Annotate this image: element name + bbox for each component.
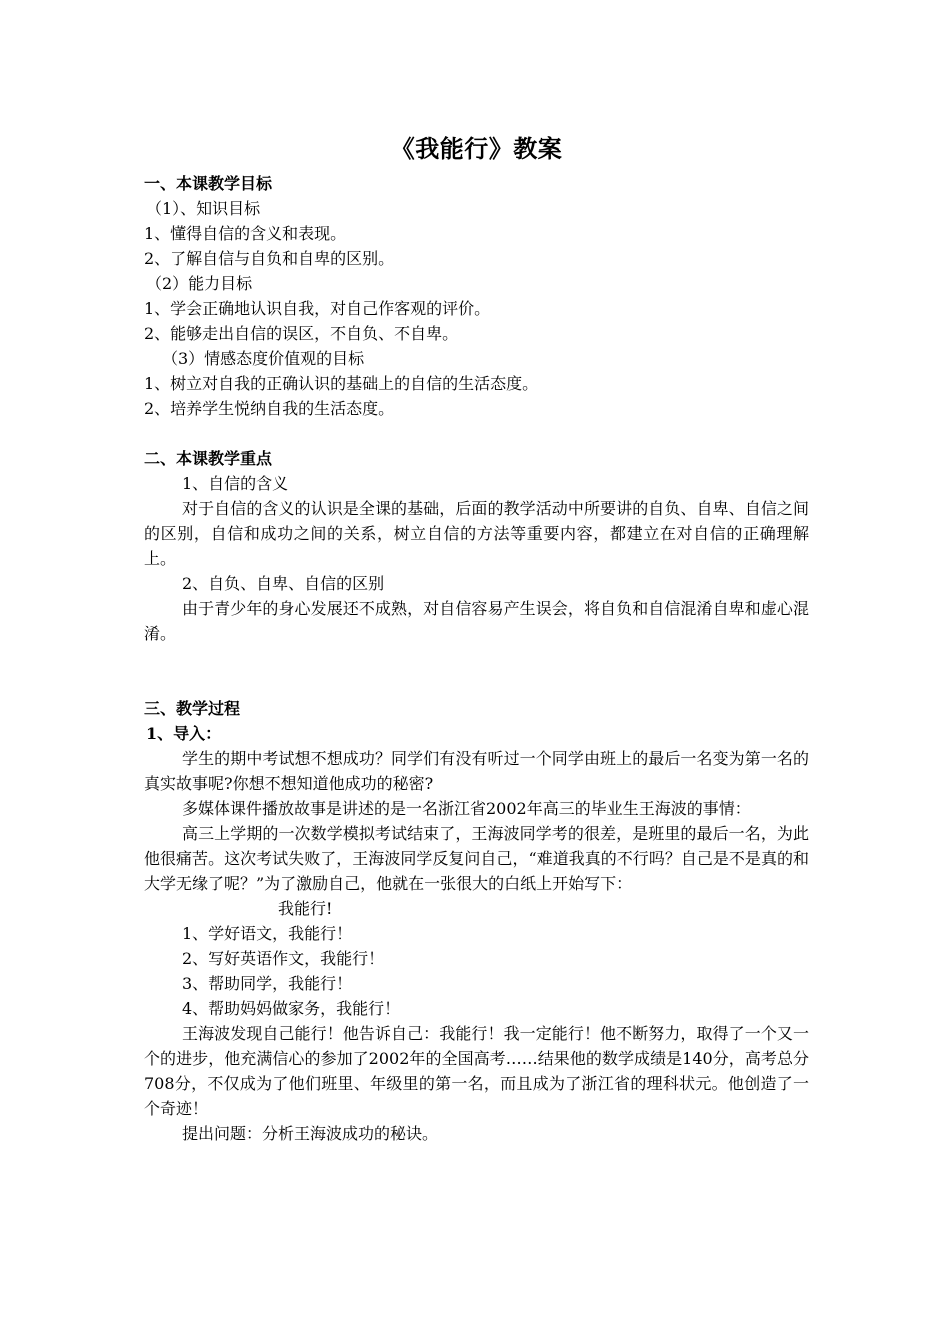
- slogan: 我能行!: [278, 899, 333, 918]
- section1-sub3: （3）情感态度价值观的目标: [162, 349, 365, 368]
- paragraph: 高三上学期的一次数学模拟考试结束了，王海波同学考的很差，是班里的最后一名，为此他很痛苦。这次考试失败了，王海波同学反复问自己，“难道我真的不行吗？自己是不是真的和大学无缘了呢？”为了激励自己，他就在一张很大的白纸上开始写下：: [144, 824, 809, 893]
- section1-sub1: （1）、知识目标: [146, 199, 261, 218]
- section1-heading: 一、本课教学目标: [144, 174, 273, 193]
- list-item: 3、帮助同学，我能行！: [182, 974, 353, 993]
- section1-sub2: （2）能力目标: [146, 274, 253, 293]
- document-page: [144, 131, 809, 1146]
- list-item: 1、学会正确地认识自我，对自己作客观的评价。: [144, 299, 491, 318]
- section2-point1-text: 对于自信的含义的认识是全课的基础，后面的教学活动中所要讲的自负、自卑、自信之间的区别，自信和成功之间的关系，树立自信的方法等重要内容，都建立在对自信的正确理解上。: [144, 499, 809, 568]
- list-item: 2、能够走出自信的误区，不自负、不自卑。: [144, 324, 459, 343]
- section2-heading: 二、本课教学重点: [144, 449, 273, 468]
- list-item: 2、了解自信与自负和自卑的区别。: [144, 249, 395, 268]
- section3-heading: 三、教学过程: [144, 699, 241, 718]
- list-item: 4、帮助妈妈做家务，我能行！: [182, 999, 401, 1018]
- section2-point2-text: 由于青少年的身心发展还不成熟，对自信容易产生误会，将自负和自信混淆自卑和虚心混淆。: [144, 599, 809, 643]
- list-item: 2、写好英语作文，我能行！: [182, 949, 385, 968]
- section2-point2-title: 2、自负、自卑、自信的区别: [182, 574, 385, 593]
- list-item: 2、培养学生悦纳自我的生活态度。: [144, 399, 395, 418]
- list-item: 1、学好语文，我能行！: [182, 924, 353, 943]
- list-item: 1、懂得自信的含义和表现。: [144, 224, 347, 243]
- paragraph: 王海波发现自己能行！他告诉自己：我能行！我一定能行！他不断努力，取得了一个又一个的进步，他充满信心的参加了2002年的全国高考……结果他的数学成绩是140分，高考总分708分，不仅成为了他们班里、年级里的第一名，而且成为了浙江省的理科状元。他创造了一个奇迹！: [144, 1024, 809, 1118]
- document-title: 《我能行》教案: [390, 134, 563, 163]
- paragraph: 多媒体课件播放故事是讲述的是一名浙江省2002年高三的毕业生王海波的事情：: [182, 799, 751, 818]
- section2-point1-title: 1、自信的含义: [182, 474, 289, 493]
- section3-step1: 1、导入：: [146, 724, 222, 743]
- question: 提出问题：分析王海波成功的秘诀。: [182, 1124, 439, 1143]
- paragraph: 学生的期中考试想不想成功？同学们有没有听过一个同学由班上的最后一名变为第一名的真实故事呢?你想不想知道他成功的秘密?: [144, 749, 809, 793]
- list-item: 1、树立对自我的正确认识的基础上的自信的生活态度。: [144, 374, 539, 393]
